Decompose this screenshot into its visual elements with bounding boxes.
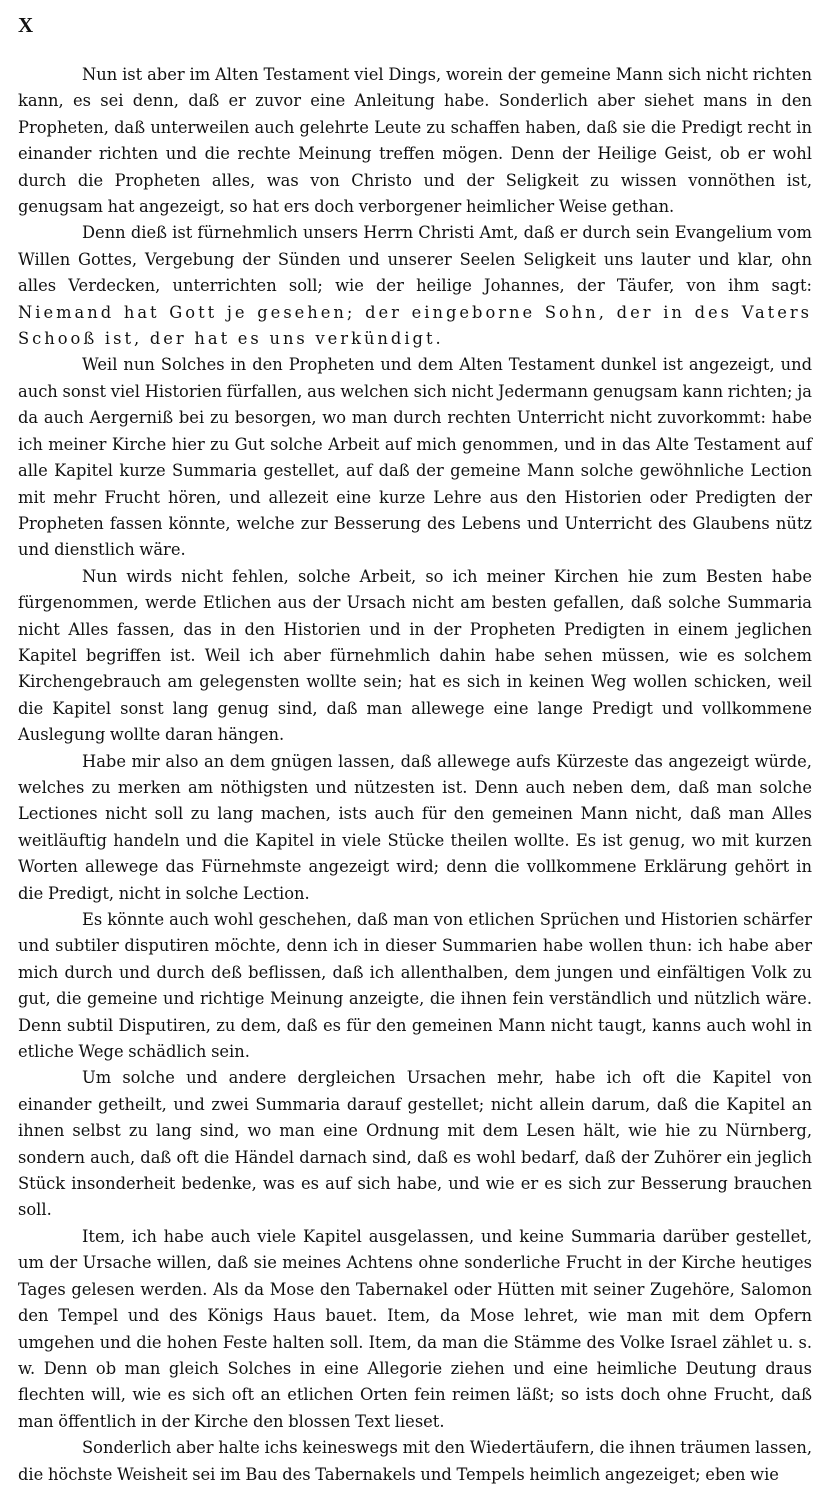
paragraph-5: Habe mir also an dem gnügen lassen, daß allewege aufs Kürzeste das angezeigt würde, welches zu merken am nöthigsten und nützesten ist. Denn auch neben dem, daß man solche Lectiones nicht soll zu lang machen, ists auch für den gemeinen Mann nicht, daß man Alles weitläuftig handeln und die Kapitel in viele Stücke theilen wollte. Es ist genug, wo mit kurzen Worten allewege das Fürnehmste angezeigt wird; denn die vollkommene Erklärung gehört in die Predigt, nicht in solche Lection. [18, 751, 812, 903]
paragraph-1: Nun ist aber im Alten Testament viel Dings, worein der gemeine Mann sich nicht richten kann, es sei denn, daß er zuvor eine Anleitung habe. Sonderlich aber siehet mans in den Propheten, daß unterweilen auch gelehrte Leute zu schaffen haben, daß sie die Predigt recht in einander richten und die rechte Meinung treffen mögen. Denn der Heilige Geist, ob er wohl durch die Propheten alles, was von Christo und der Seligkeit zu wissen vonnöthen ist, genugsam hat angezeigt, so hat ers doch verborgener heimlicher Weise gethan. [18, 65, 812, 217]
paragraph-9: Sonderlich aber halte ichs keineswegs mit den Wiedertäufern, die ihnen träumen lassen, die höchste Weisheit sei im Bau des Tabernakels und Tempels heimlich angezeiget; eben wie [18, 1438, 812, 1484]
bible-quote: Niemand hat Gott je gesehen; der eingeborne Sohn, der in des Vaters Schooß ist, der hat es uns verkündigt. [18, 302, 812, 349]
paragraph-6: Es könnte auch wohl geschehen, daß man von etlichen Sprüchen und Historien schärfer und subtiler disputiren möchte, denn ich in dieser Summarien habe wollen thun: ich habe aber mich durch und durch deß beflissen, daß ich allenthalben, dem jungen und einfältigen Volk zu gut, die gemeine und richtige Meinung anzeigte, die ihnen fein verständlich und nützlich wäre. Denn subtil Disputiren, zu dem, daß es für den gemeinen Mann nicht taugt, kanns auch wohl in etliche Wege schädlich sein. [18, 910, 812, 1062]
paragraph-3: Weil nun Solches in den Propheten und dem Alten Testament dunkel ist angezeigt, und auch sonst viel Historien fürfallen, aus welchen sich nicht Jedermann genugsam kann richten; ja da auch Aergerniß bei zu besorgen, wo man durch rechten Unterricht nicht zuvorkommt: habe ich meiner Kirche hier zu Gut solche Arbeit auf mich genommen, und in das Alte Testament auf alle Kapitel kurze Summaria gestellet, auf daß der gemeine Mann solche gewöhnliche Lection mit mehr Frucht hören, und allezeit eine kurze Lehre aus den Historien oder Predigten der Propheten fassen könnte, welche zur Besserung des Lebens und Unterricht des Glaubens nütz und dienstlich wäre. [18, 355, 812, 560]
paragraph-2 [18, 220, 812, 352]
paragraph-4: Nun wirds nicht fehlen, solche Arbeit, so ich meiner Kirchen hie zum Besten habe fürgenommen, werde Etlichen aus der Ursach nicht am besten gefallen, daß solche Summaria nicht Alles fassen, das in den Historien und in der Propheten Predigten in einem jeglichen Kapitel begriffen ist. Weil ich aber fürnehmlich dahin habe sehen müssen, wie es solchem Kirchengebrauch am gelegensten wollte sein; hat es sich in keinen Weg wollen schicken, weil die Kapitel sonst lang genug sind, daß man allewege eine lange Predigt und vollkommene Auslegung wollte daran hängen. [18, 566, 812, 745]
paragraph-8: Item, ich habe auch viele Kapitel ausgelassen, und keine Summaria darüber gestellet, um der Ursache willen, daß sie meines Achtens ohne sonderliche Frucht in der Kirche heutiges Tages gelesen werden. Als da Mose den Tabernakel oder Hütten mit seiner Zugehöre, Salomon den Tempel und des Königs Haus bauet. Item, da Mose lehret, wie man mit dem Opfern umgehen und die hohen Feste halten soll. Item, da man die Stämme des Volke Israel zählet u. s. w. Denn ob man gleich Solches in eine Allegorie ziehen und eine heimliche Deutung draus flechten will, wie es sich oft an etlichen Orten fein reimen läßt; so ists doch ohne Frucht, daß man öffentlich in der Kirche den blossen Text lieset. [18, 1226, 812, 1431]
paragraph-7: Um solche und andere dergleichen Ursachen mehr, habe ich oft die Kapitel von einander getheilt, und zwei Summaria darauf gestellet; nicht allein darum, daß die Kapitel an ihnen selbst zu lang sind, wo man eine Ordnung mit dem Lesen hält, wie hie zu Nürnberg, sondern auch, daß oft die Händel darnach sind, daß es wohl bedarf, daß der Zuhörer ein jeglich Stück insonderheit bedenke, was es auf sich habe, und wie er es sich zur Besserung brauchen soll. [18, 1068, 812, 1220]
paragraph-2-text: Denn dieß ist fürnehmlich unsers Herrn Christi Amt, daß er durch sein Evangelium vom Willen Gottes, Vergebung der Sünden und unserer Seelen Seligkeit uns lauter und klar, ohn alles Verdecken, unterrichten soll; wie der heilige Johannes, der Täufer, von ihm sagt: [18, 223, 812, 296]
page-number: X [18, 13, 34, 37]
